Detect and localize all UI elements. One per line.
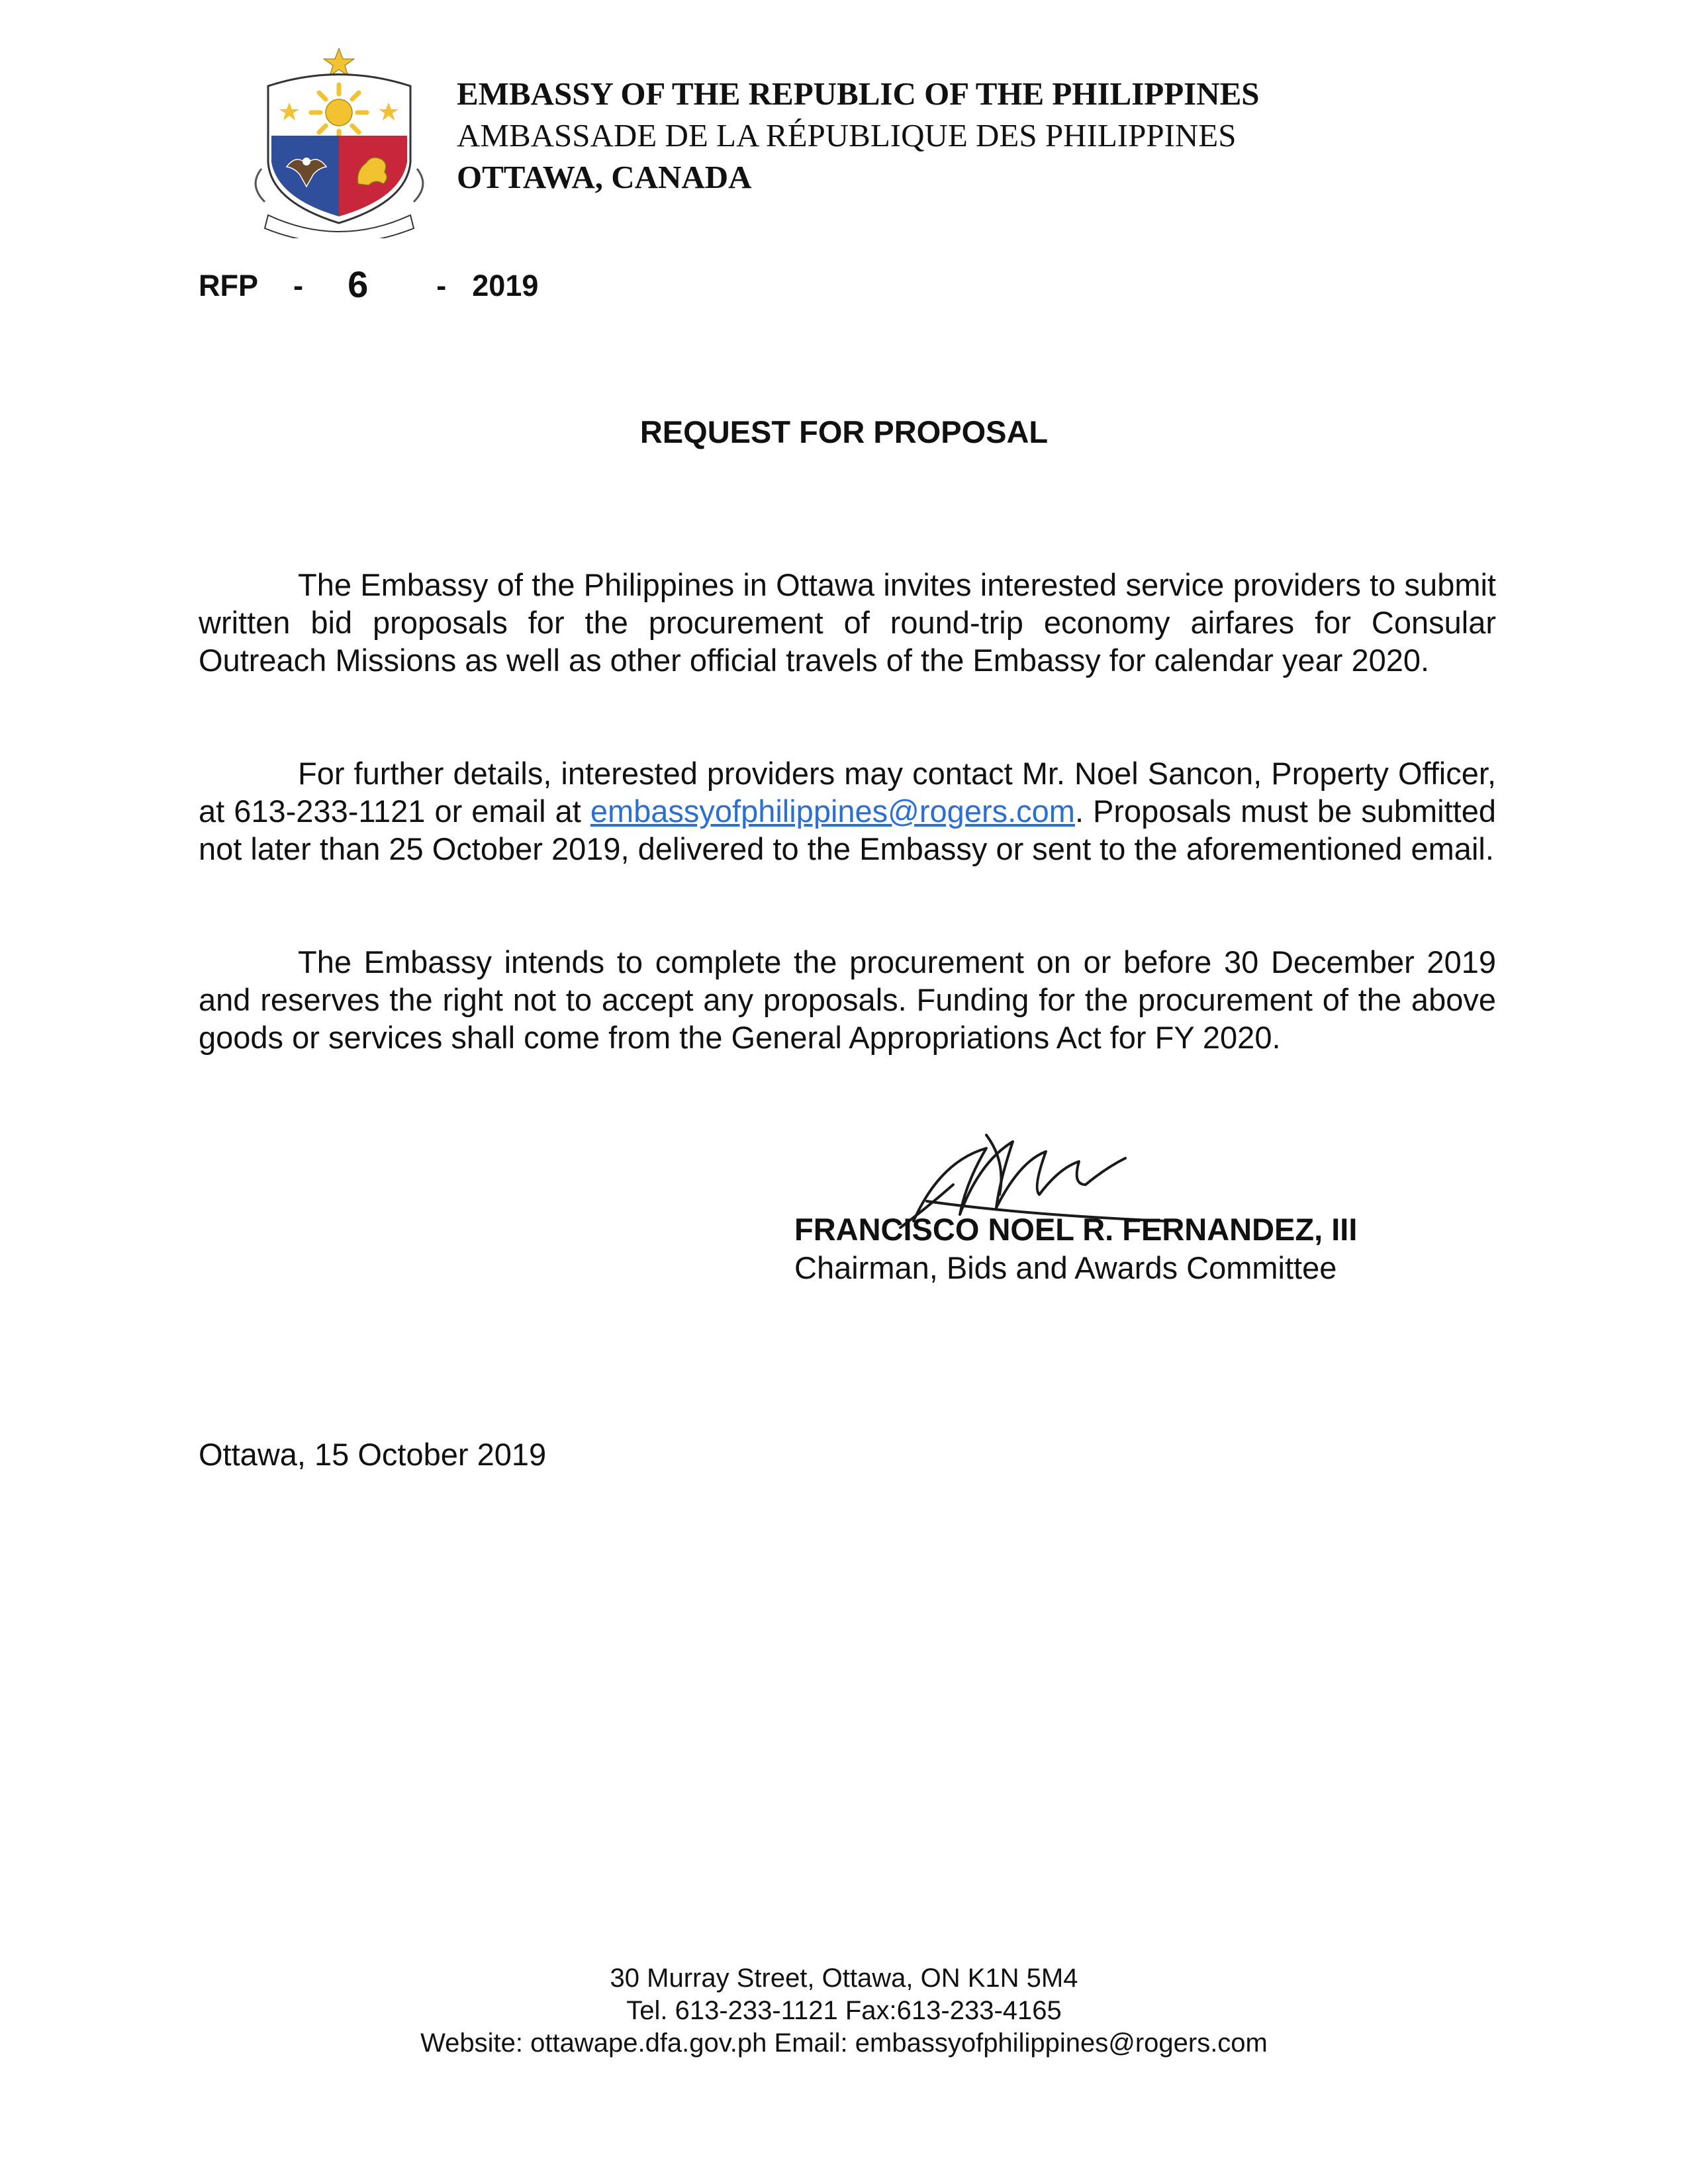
philippine-coat-of-arms-icon (242, 36, 437, 238)
body-paragraph-invitation (199, 566, 1496, 679)
signatory-name: FRANCISCO NOEL R. FERNANDEZ, III (794, 1212, 1358, 1247)
body-paragraph-completion (199, 943, 1496, 1056)
paragraph-text: The Embassy of the Philippines in Ottawa invites interested service providers to submit written bid proposals for the procurement of round-trip economy airfares for Consular Outreach Missions as well as other official travels of the Embassy for calendar year 2020. (199, 567, 1496, 678)
rfp-number: 6 (348, 263, 369, 305)
body-paragraph-contact (199, 754, 1496, 868)
paragraph-text: For further details, interested providers may contact Mr. Noel Sancon, Property Officer, at 613-233-1121 or email at (199, 756, 1496, 829)
footer-address: 30 Murray Street, Ottawa, ON K1N 5M4 (610, 1964, 1078, 1993)
embassy-name-french: AMBASSADE DE LA RÉPUBLIQUE DES PHILIPPINES (457, 117, 1237, 154)
rfp-separator: - (293, 269, 304, 302)
embassy-name-english: EMBASSY OF THE REPUBLIC OF THE PHILIPPINES (457, 75, 1260, 112)
paragraph-text: . Proposals must be submitted not later than 25 October 2019, delivered to the Embassy or sent to the aforementioned email. (199, 794, 1496, 866)
rfp-year: 2019 (472, 269, 539, 302)
document-title: REQUEST FOR PROPOSAL (639, 414, 1049, 449)
rfp-reference (199, 261, 538, 304)
place-and-date: Ottawa, 15 October 2019 (199, 1437, 547, 1472)
paragraph-text: The Embassy intends to complete the procurement on or before 30 December 2019 and reserves the right not to accept any proposals. Funding for the procurement of the above goods or services shall come from the General Appropriations Act for FY 2020. (199, 944, 1496, 1055)
signatory-title: Chairman, Bids and Awards Committee (794, 1250, 1337, 1285)
footer-phone-fax: Tel. 613-233-1121 Fax:613-233-4165 (626, 1996, 1062, 2025)
footer-website-email: Website: ottawape.dfa.gov.ph Email: embassyofphilippines@rogers.com (420, 2028, 1268, 2058)
contact-email-link[interactable]: embassyofphilippines@rogers.com (590, 794, 1075, 829)
embassy-location: OTTAWA, CANADA (457, 159, 752, 195)
rfp-prefix: RFP (199, 269, 258, 302)
rfp-separator: - (436, 269, 447, 302)
